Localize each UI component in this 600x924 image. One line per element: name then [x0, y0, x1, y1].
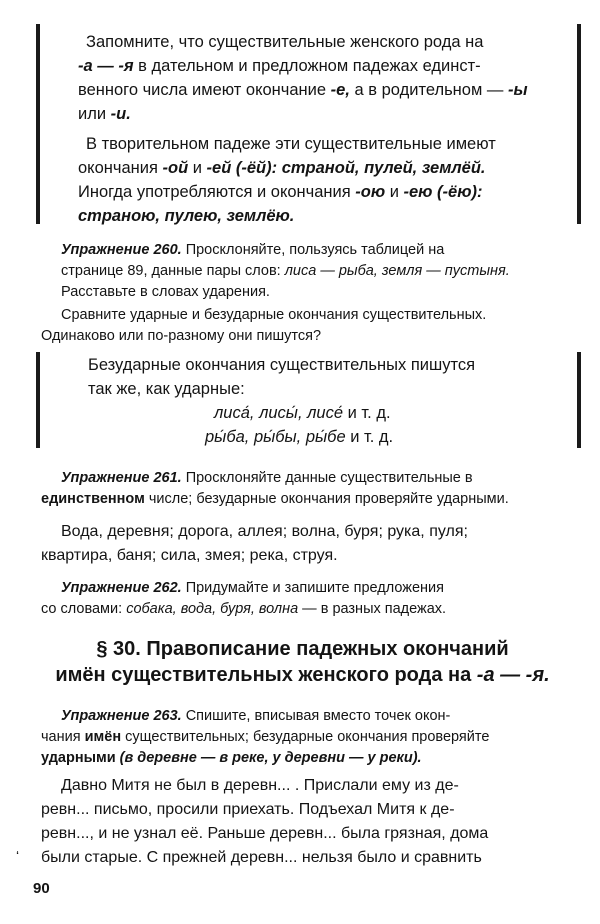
- rule-2-line-2: так же, как ударные:: [88, 380, 245, 398]
- exercise-260-line-4: Сравните ударные и безударные окончания существительных.: [61, 307, 487, 323]
- exercise-261-line-1: Упражнение 261. Просклоняйте данные существительные в: [61, 470, 473, 486]
- exercise-260: [41, 240, 573, 347]
- rule-1: [78, 30, 550, 228]
- exercise-260-line-2: странице 89, данные пары слов: лиса — рыба, земля — пустыня.: [61, 263, 510, 279]
- rule-1-line-5: В творительном падеже эти существительные имеют: [86, 135, 496, 153]
- rule-2: [88, 353, 556, 449]
- exercise-263-line-1: Упражнение 263. Спишите, вписывая вместо точек окон-: [61, 708, 451, 724]
- page-number: 90: [33, 880, 50, 897]
- rule-1-line-7: Иногда употребляются и окончания -ою и -ею (-ёю):: [78, 183, 483, 201]
- exercise-263-title: Упражнение 263.: [61, 708, 182, 724]
- rule-2-example-2: ры́ба, ры́бы, ры́бе и т. д.: [205, 428, 394, 446]
- rule-box-2-left-bar: [36, 352, 40, 448]
- exercise-262: [41, 578, 573, 620]
- exercise-263-line-2: чания имён существительных; безударные окончания проверяйте: [41, 729, 490, 745]
- exercise-261-title: Упражнение 261.: [61, 470, 182, 486]
- exercise-263-text-line-1: Давно Митя не был в деревн... . Прислали ему из де-: [61, 777, 459, 794]
- exercise-262-title: Упражнение 262.: [61, 580, 182, 596]
- exercise-263-text: [41, 774, 573, 870]
- exercise-263-text-line-2: ревн... письмо, просили приехать. Подъехал Митя к де-: [41, 801, 455, 818]
- exercise-263-line-3: ударными (в деревне — в реке, у деревни — у реки).: [41, 750, 422, 766]
- exercise-263-text-line-4: были старые. С прежней деревн... нельзя было и сравнить: [41, 849, 482, 866]
- section-heading-line-2: имён существительных женского рода на -а — -я.: [55, 664, 550, 686]
- exercise-260-line-1: Упражнение 260. Просклоняйте, пользуясь таблицей на: [61, 242, 445, 258]
- rule-1-line-6: окончания -ой и -ей (-ёй): страной, пулей, землёй.: [78, 159, 486, 177]
- exercise-261-words-1: Вода, деревня; дорога, аллея; волна, буря; рука, пуля;: [61, 523, 468, 540]
- exercise-260-title: Упражнение 260.: [61, 242, 182, 258]
- margin-mark: ʻ: [16, 848, 20, 864]
- section-heading: [30, 636, 575, 688]
- rule-1-line-1: Запомните, что существительные женского рода на: [86, 33, 484, 51]
- rule-1-line-3: венного числа имеют окончание -е, а в родительном — -ы: [78, 81, 528, 99]
- exercise-263-text-line-3: ревн..., и не узнал её. Раньше деревн... была грязная, дома: [41, 825, 489, 842]
- rule-1-line-4: или -и.: [78, 105, 131, 123]
- exercise-261-line-2: единственном числе; безударные окончания проверяйте ударными.: [41, 491, 509, 507]
- rule-1-line-8: страною, пулею, землёю.: [78, 207, 295, 225]
- rule-box-2-right-bar: [577, 352, 581, 448]
- exercise-260-line-3: Расставьте в словах ударения.: [61, 284, 270, 300]
- rule-box-left-bar: [36, 24, 40, 224]
- rule-2-line-1: Безударные окончания существительных пишутся: [88, 356, 476, 374]
- exercise-261: [41, 468, 575, 568]
- exercise-262-line-1: Упражнение 262. Придумайте и запишите предложения: [61, 580, 445, 596]
- exercise-263: [41, 706, 573, 769]
- exercise-261-words-2: квартира, баня; сила, змея; река, струя.: [41, 547, 338, 564]
- rule-2-example-1: лиса́, лисы́, лисе́ и т. д.: [214, 404, 391, 422]
- exercise-260-line-5: Одинаково или по-разному они пишутся?: [41, 328, 322, 344]
- section-heading-line-1: § 30. Правописание падежных окончаний: [96, 638, 509, 660]
- rule-1-line-2: -а — -я в дательном и предложном падежах единст-: [78, 57, 481, 75]
- exercise-262-line-2: со словами: собака, вода, буря, волна — в разных падежах.: [41, 601, 447, 617]
- rule-box-right-bar: [577, 24, 581, 224]
